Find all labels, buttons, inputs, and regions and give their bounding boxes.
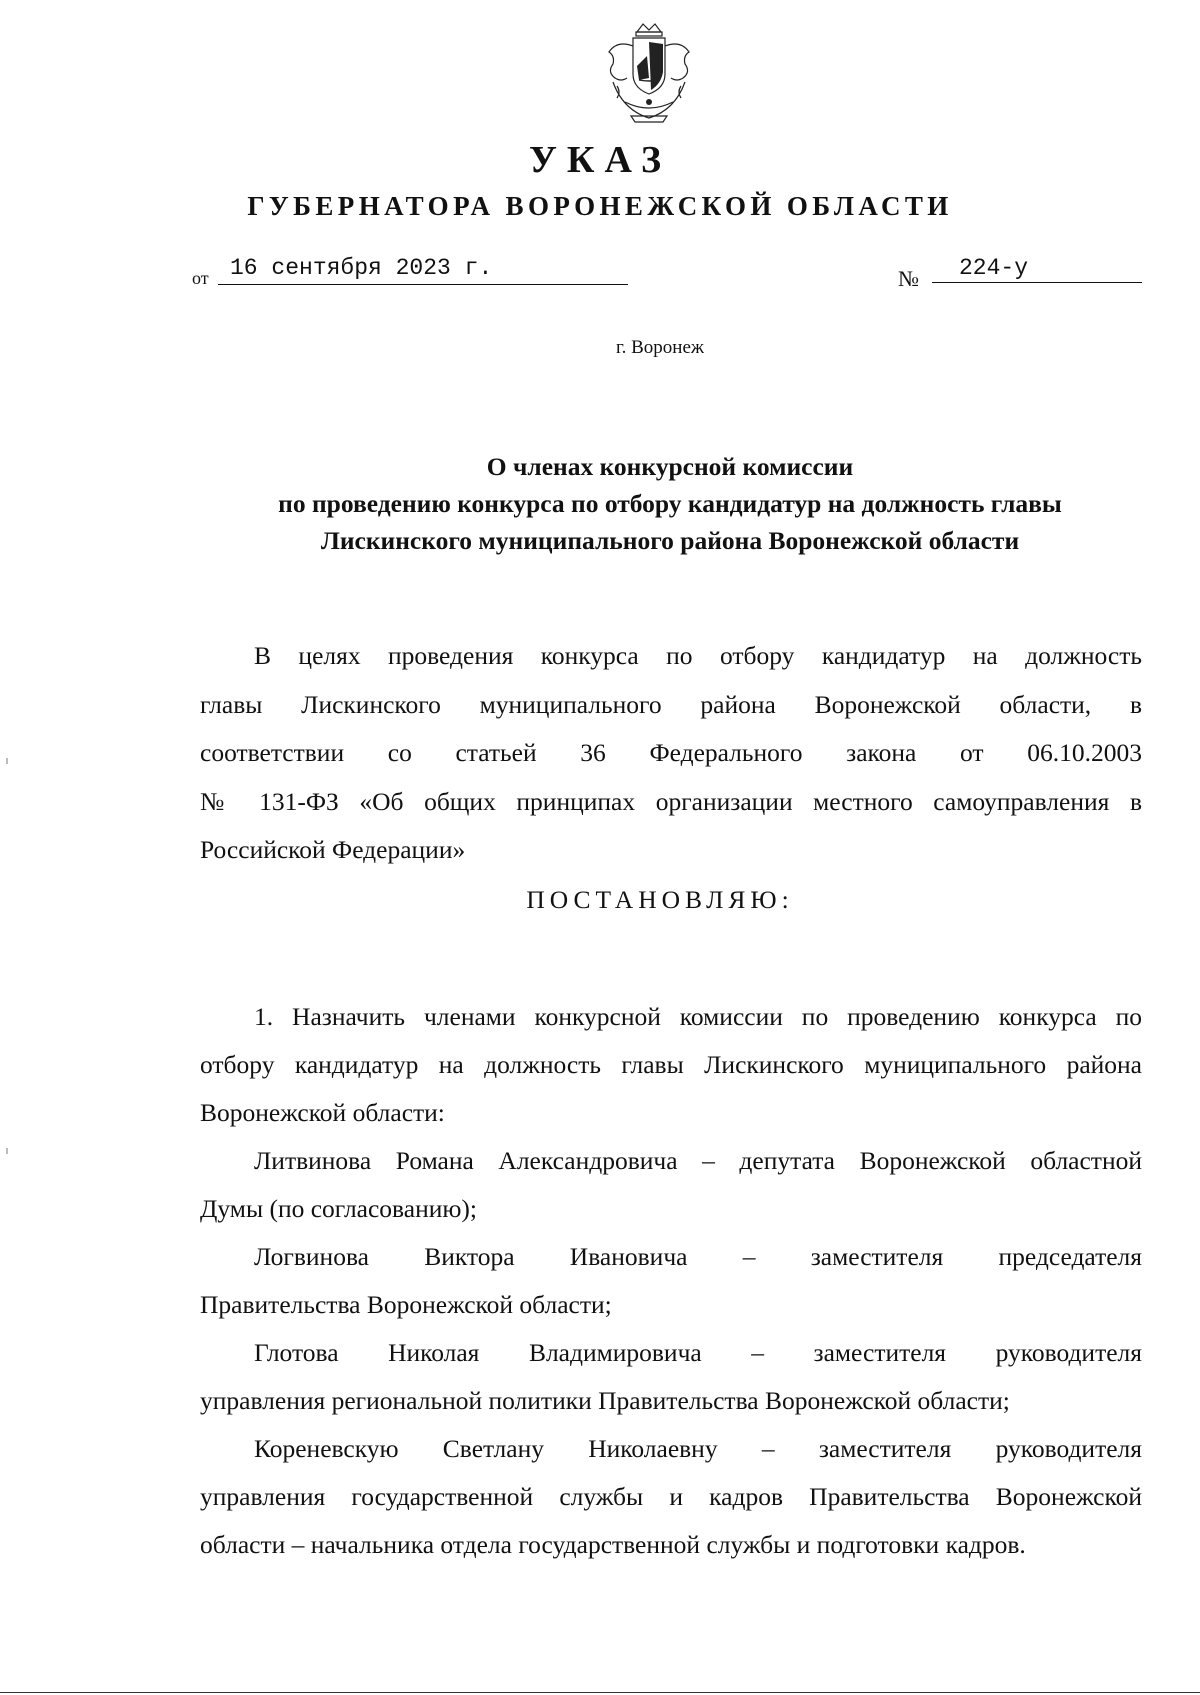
- document-title: УКАЗ: [529, 139, 671, 181]
- member-line: Литвинова Романа Александровича – депутата Воронежской областной: [254, 1146, 1142, 1175]
- preamble-line: главы Лискинского муниципального района Воронежской области, в: [200, 690, 1142, 719]
- member-line: Кореневскую Светлану Николаевну – заместителя руководителя: [254, 1434, 1142, 1463]
- coat-of-arms-emblem-icon: [603, 22, 695, 128]
- date-number-row: [192, 256, 1142, 296]
- number-prefix: №: [898, 266, 919, 291]
- member-line: области – начальника отдела государственной службы и подготовки кадров.: [200, 1530, 1026, 1559]
- item1-line: отбору кандидатур на должность главы Лискинского муниципального района: [200, 1050, 1142, 1079]
- member-line: Думы (по согласованию);: [200, 1194, 478, 1223]
- scan-edge-mark: [6, 758, 8, 764]
- date-prefix: от: [192, 268, 209, 288]
- scan-edge-mark: [6, 1148, 8, 1154]
- heading-line: Лискинского муниципального района Воронежской области: [320, 526, 1020, 555]
- preamble-line: соответствии со статьей 36 Федерального закона от 06.10.2003: [200, 738, 1142, 767]
- page-bottom-rule: [0, 1692, 1200, 1693]
- heading-line: О членах конкурсной комиссии: [486, 452, 854, 481]
- preamble-line: № 131-ФЗ «Об общих принципах организации местного самоуправления в: [200, 787, 1142, 816]
- member-line: управления государственной службы и кадров Правительства Воронежской: [200, 1482, 1142, 1511]
- member-line: Глотова Николая Владимировича – заместителя руководителя: [254, 1338, 1142, 1367]
- document-number: 224-у: [959, 255, 1029, 281]
- member-line: управления региональной политики Правительства Воронежской области;: [200, 1386, 1010, 1415]
- decree-word: ПОСТАНОВЛЯЮ:: [526, 885, 794, 914]
- item1-line: Воронежской области:: [200, 1098, 445, 1127]
- city-name: г. Воронеж: [615, 337, 705, 358]
- member-line: Логвинова Виктора Ивановича – заместителя председателя: [254, 1242, 1142, 1271]
- member-line: Правительства Воронежской области;: [200, 1290, 612, 1319]
- document-subtitle: ГУБЕРНАТОРА ВОРОНЕЖСКОЙ ОБЛАСТИ: [247, 191, 953, 221]
- document-date: 16 сентября 2023 г.: [230, 255, 493, 281]
- heading-line: по проведению конкурса по отбору кандидатур на должность главы: [278, 489, 1062, 518]
- preamble-line: В целях проведения конкурса по отбору кандидатур на должность: [254, 641, 1142, 670]
- document-heading: [200, 448, 1140, 559]
- item1-line: 1. Назначить членами конкурсной комиссии по проведению конкурса по: [254, 1002, 1142, 1031]
- preamble-line: Российской Федерации»: [200, 835, 466, 864]
